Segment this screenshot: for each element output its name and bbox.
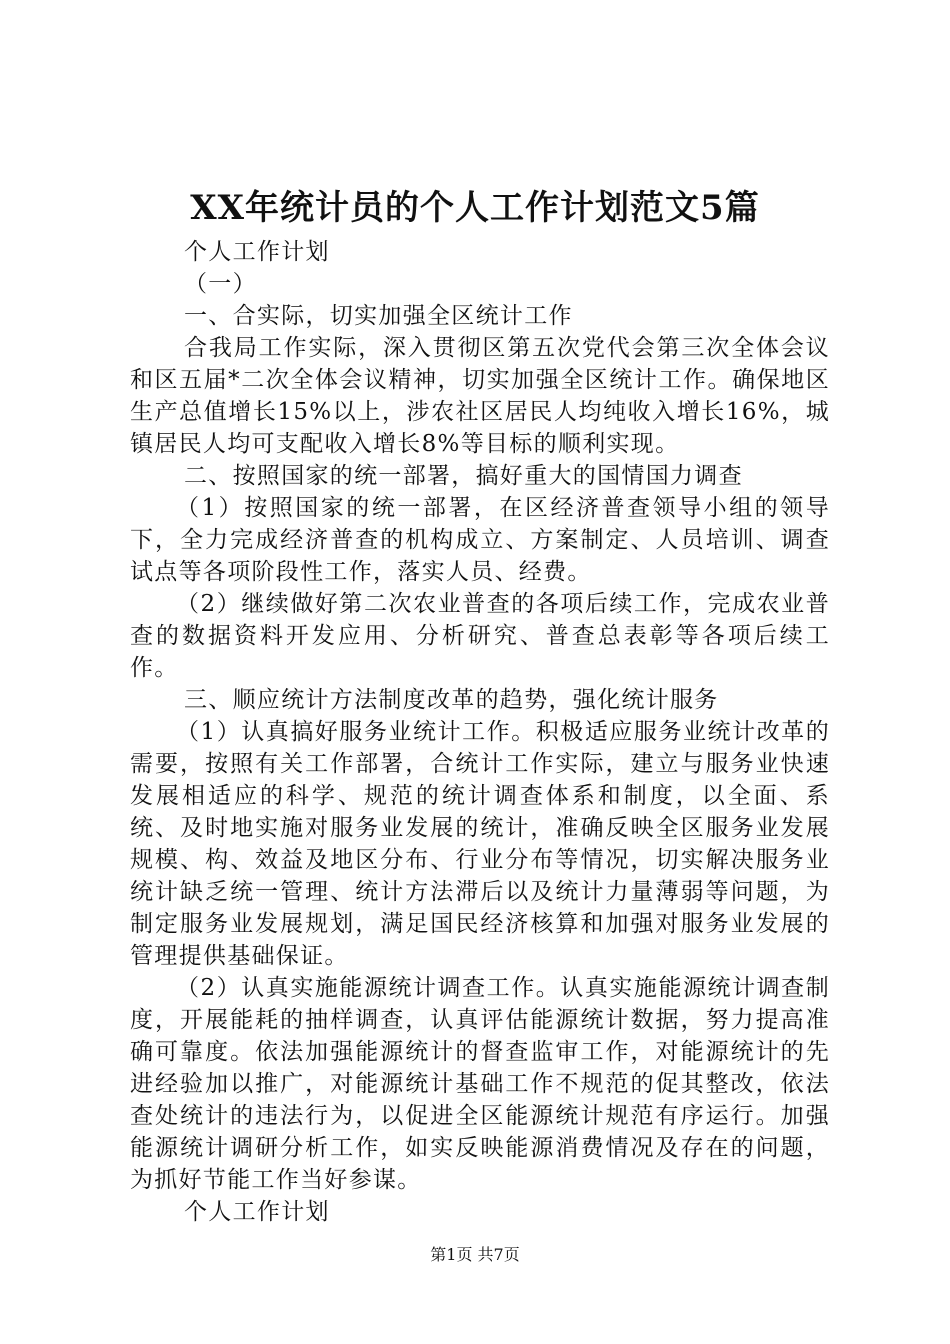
body-paragraph: （1）按照国家的统一部署，在区经济普查领导小组的领导下，全力完成经济普查的机构成立、方案制定、人员培训、调查试点等各项阶段性工作，落实人员、经费。 [130, 495, 830, 585]
document-title: XX年统计员的个人工作计划范文5篇 [190, 188, 760, 228]
body-paragraph: 合我局工作实际，深入贯彻区第五次党代会第三次全体会议和区五届*二次全体会议精神，切实加强全区统计工作。确保地区生产总值增长15%以上，涉农社区居民人均纯收入增长16%，城镇居民人均可支配收入增长8%等目标的顺利实现。 [130, 335, 830, 457]
body-paragraph: （1）认真搞好服务业统计工作。积极适应服务业统计改革的需要，按照有关工作部署，合统计工作实际，建立与服务业快速发展相适应的科学、规范的统计调查体系和制度，以全面、系统、及时地实施对服务业发展的统计，准确反映全区服务业发展规模、构、效益及地区分布、行业分布等情况，切实解决服务业统计缺乏统一管理、统计方法滞后以及统计力量薄弱等问题，为制定服务业发展规划，满足国民经济核算和加强对服务业发展的管理提供基础保证。 [130, 719, 830, 969]
item-heading-2: 二、按照国家的统一部署，搞好重大的国情国力调查 [184, 463, 743, 489]
subsection-number: （一） [184, 271, 257, 297]
document-body [130, 236, 830, 1228]
body-paragraph: （2）认真实施能源统计调查工作。认真实施能源统计调查制度，开展能耗的抽样调查，认真评估能源统计数据，努力提高准确可靠度。依法加强能源统计的督查监审工作，对能源统计的先进经验加以推广，对能源统计基础工作不规范的促其整改，依法查处统计的违法行为，以促进全区能源统计规范有序运行。加强能源统计调研分析工作，如实反映能源消费情况及存在的问题，为抓好节能工作当好参谋。 [130, 975, 830, 1193]
page-footer: 第1页 共7页 [430, 1245, 520, 1264]
item-heading-1: 一、合实际，切实加强全区统计工作 [184, 303, 573, 329]
section-heading: 个人工作计划 [184, 1199, 330, 1225]
section-heading: 个人工作计划 [184, 239, 330, 265]
item-heading-3: 三、顺应统计方法制度改革的趋势，强化统计服务 [184, 687, 719, 713]
body-paragraph: （2）继续做好第二次农业普查的各项后续工作，完成农业普查的数据资料开发应用、分析研究、普查总表彰等各项后续工作。 [130, 591, 830, 681]
